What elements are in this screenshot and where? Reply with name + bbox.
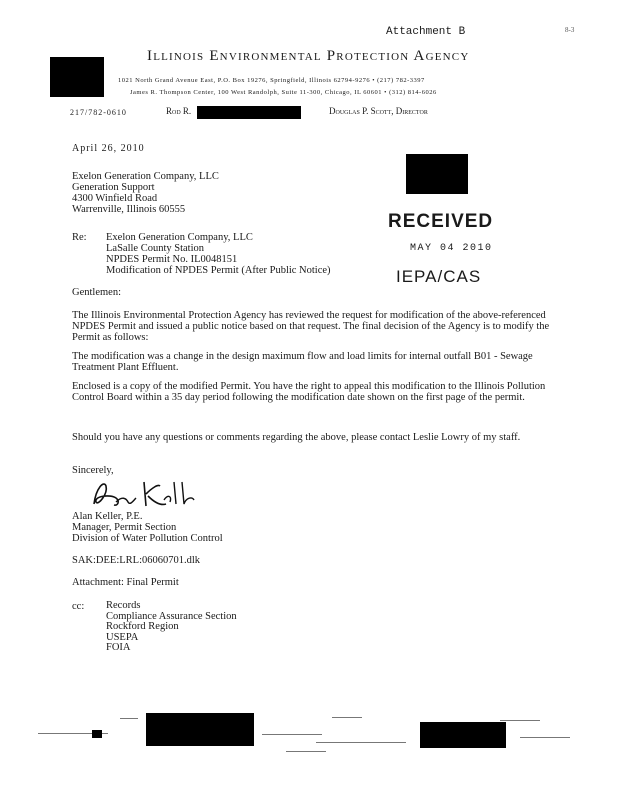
footer-redaction xyxy=(92,730,102,738)
re-line: NPDES Permit No. IL0048151 xyxy=(106,254,238,265)
scan-noise xyxy=(332,717,362,718)
signature-image xyxy=(88,476,198,512)
header-address-line-1: 1021 North Grand Avenue East, P.O. Box 19276, Springfield, Illinois 62794-9276 • (217) 782-3397 xyxy=(118,77,425,84)
cc-label: cc: xyxy=(72,601,85,612)
letter-date: April 26, 2010 xyxy=(72,143,145,154)
recipient-line: Warrenville, Illinois 60555 xyxy=(72,204,186,215)
salutation: Gentlemen: xyxy=(72,287,121,298)
re-line: LaSalle County Station xyxy=(106,243,204,254)
recipient-line: Exelon Generation Company, LLC xyxy=(72,171,219,182)
agency-logo-redaction xyxy=(50,57,104,97)
director-name: Douglas P. Scott, Director xyxy=(329,106,428,116)
scan-noise xyxy=(520,737,570,738)
closing: Sincerely, xyxy=(72,465,114,476)
scan-noise xyxy=(316,742,406,743)
signer-line: Manager, Permit Section xyxy=(72,522,177,533)
body-paragraph: The modification was a change in the design maximum flow and load limits for internal outfall B01 - Sewage Treatment Plant Effluent. xyxy=(72,351,533,373)
body-paragraph: The Illinois Environmental Protection Agency has reviewed the request for modification of the above-referenced NPDES Permit and issued a public notice based on that request. The final decision of the Agency is to modify the Permit as follows: xyxy=(72,310,550,343)
governor-name-redaction xyxy=(197,106,301,119)
cc-item: Compliance Assurance Section xyxy=(106,610,237,622)
cc-list xyxy=(106,601,237,654)
header-address-line-2: James R. Thompson Center, 100 West Randolph, Suite 11-300, Chicago, IL 60601 • (312) 814-6026 xyxy=(130,89,437,96)
re-line: Exelon Generation Company, LLC xyxy=(106,232,253,243)
page-mark: 8-3 xyxy=(565,26,575,34)
file-reference: SAK:DEE:LRL:06060701.dlk xyxy=(72,555,201,566)
office-stamp: IEPA/CAS xyxy=(396,267,482,286)
body-paragraph: Enclosed is a copy of the modified Permit. You have the right to appeal this modification to the Illinois Pollution Control Board within a 35 day period following the modification date shown on the first page of the permit. xyxy=(72,381,546,403)
scan-noise xyxy=(120,718,138,719)
attachment-label: Attachment B xyxy=(386,26,466,38)
signer-line: Alan Keller, P.E. xyxy=(72,511,143,522)
scan-noise xyxy=(286,751,326,752)
body-paragraph: Should you have any questions or comments regarding the above, please contact Leslie Lowry of my staff. xyxy=(72,432,521,443)
governor-name: Rod R. xyxy=(166,106,192,116)
scan-noise xyxy=(500,720,540,721)
signer-line: Division of Water Pollution Control xyxy=(72,533,223,544)
cc-item: USEPA xyxy=(106,631,139,643)
scan-noise xyxy=(262,734,322,735)
cc-item: Rockford Region xyxy=(106,621,179,633)
received-date-stamp: MAY 04 2010 xyxy=(410,243,493,254)
recipient-line: 4300 Winfield Road xyxy=(72,193,158,204)
cc-item: Records xyxy=(106,600,141,611)
cc-item: FOIA xyxy=(106,642,131,654)
received-stamp: RECEIVED xyxy=(388,211,494,232)
agency-title: Illinois Environmental Protection Agency xyxy=(147,48,470,64)
re-line: Modification of NPDES Permit (After Public Notice) xyxy=(106,265,331,276)
stamp-redaction xyxy=(406,154,468,194)
recipient-line: Generation Support xyxy=(72,182,155,193)
phone-number: 217/782-0610 xyxy=(70,108,127,117)
footer-redaction xyxy=(146,713,254,746)
attachment-line: Attachment: Final Permit xyxy=(72,577,179,588)
footer-redaction xyxy=(420,722,506,748)
re-label: Re: xyxy=(72,232,87,243)
